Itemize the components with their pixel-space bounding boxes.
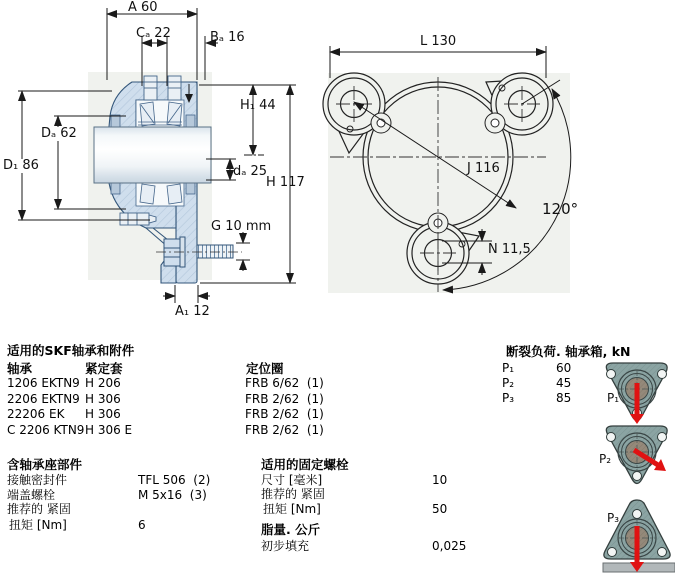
dim-angle: 120° — [542, 200, 579, 218]
load-icon-p3 — [603, 500, 675, 572]
flange-front-view-drawing — [320, 20, 675, 340]
table-cell: FRB 2/62 (1) — [245, 423, 324, 437]
dim-Ba: Bₐ 16 — [210, 30, 245, 45]
seal — [186, 115, 195, 127]
row-value: 45 — [556, 376, 572, 390]
load-icon-label-p1: P₁ — [607, 391, 620, 405]
table-cell: H 306 — [85, 392, 121, 406]
load-icon-p1 — [606, 363, 667, 424]
row-value: 60 — [556, 361, 572, 375]
table-cell: H 206 — [85, 376, 121, 390]
row-label: 推荐的 紧固 — [7, 502, 71, 516]
row-value: TFL 506 (2) — [138, 473, 211, 487]
col-header-bearing: 轴承 — [7, 361, 33, 376]
load-icon-label-p3: P₃ — [607, 511, 620, 525]
seal — [111, 183, 120, 194]
dim-N: N 11,5 — [488, 242, 531, 257]
row-label: 推荐的 紧固 — [261, 487, 325, 501]
row-value: 0,025 — [432, 539, 467, 553]
col-header-ring: 定位圈 — [246, 361, 284, 376]
row-value: 10 — [432, 473, 448, 487]
row-value: M 5x16 (3) — [138, 488, 207, 502]
row-label: 扭矩 [Nm] — [263, 502, 321, 516]
table-cell: H 306 — [85, 407, 121, 421]
row-value: 6 — [138, 518, 146, 532]
load-direction-icons — [595, 358, 675, 576]
seal — [111, 115, 120, 127]
breaking-load-title: 断裂负荷. 轴承箱, kN — [506, 344, 631, 359]
grease-title: 脂量. 公斤 — [261, 522, 321, 537]
row-label: 初步填充 — [261, 539, 310, 553]
row-label: 尺寸 [毫米] — [261, 473, 323, 487]
dim-Ca: Cₐ 22 — [136, 26, 171, 41]
shaft — [94, 127, 211, 183]
dim-J: J 116 — [467, 161, 500, 176]
load-icon-p2 — [606, 426, 667, 484]
table-cell: 22206 EK — [7, 407, 65, 421]
seal — [186, 183, 195, 194]
row-label: P₃ — [502, 391, 515, 405]
attachment-bolts-title: 适用的固定螺栓 — [261, 457, 349, 472]
row-label: 接触密封件 — [7, 473, 68, 487]
table-cell: H 306 E — [85, 423, 133, 437]
row-label: P₁ — [502, 361, 515, 375]
dim-H1: H₁ 44 — [240, 98, 276, 113]
table-cell: FRB 6/62 (1) — [245, 376, 324, 390]
dim-L: L 130 — [420, 34, 457, 49]
row-value: 85 — [556, 391, 572, 405]
table-cell: FRB 2/62 (1) — [245, 407, 324, 421]
row-label: 扭矩 [Nm] — [9, 518, 67, 532]
table-cell: FRB 2/62 (1) — [245, 392, 324, 406]
col-header-sleeve: 紧定套 — [85, 361, 123, 376]
dim-da: dₐ 25 — [233, 164, 268, 179]
dim-Da: Dₐ 62 — [41, 126, 77, 141]
housing-cross-section-drawing — [0, 0, 330, 335]
table-cell: 1206 EKTN9 — [7, 376, 80, 390]
dim-H: H 117 — [266, 175, 305, 190]
row-label: P₂ — [502, 376, 515, 390]
dim-A: A 60 — [128, 0, 158, 15]
row-label: 端盖螺栓 — [7, 488, 56, 502]
table-cell: C 2206 KTN9 — [7, 423, 85, 437]
dim-G: G 10 mm — [211, 219, 272, 234]
row-value: 50 — [432, 502, 448, 516]
table-cell: 2206 EKTN9 — [7, 392, 80, 406]
dim-A1: A₁ 12 — [175, 304, 210, 319]
dim-D1: D₁ 86 — [3, 158, 39, 173]
housing-parts-title: 含轴承座部件 — [7, 457, 83, 472]
load-icon-label-p2: P₂ — [599, 452, 612, 466]
bearings-table-title: 适用的SKF轴承和附件 — [7, 343, 135, 358]
